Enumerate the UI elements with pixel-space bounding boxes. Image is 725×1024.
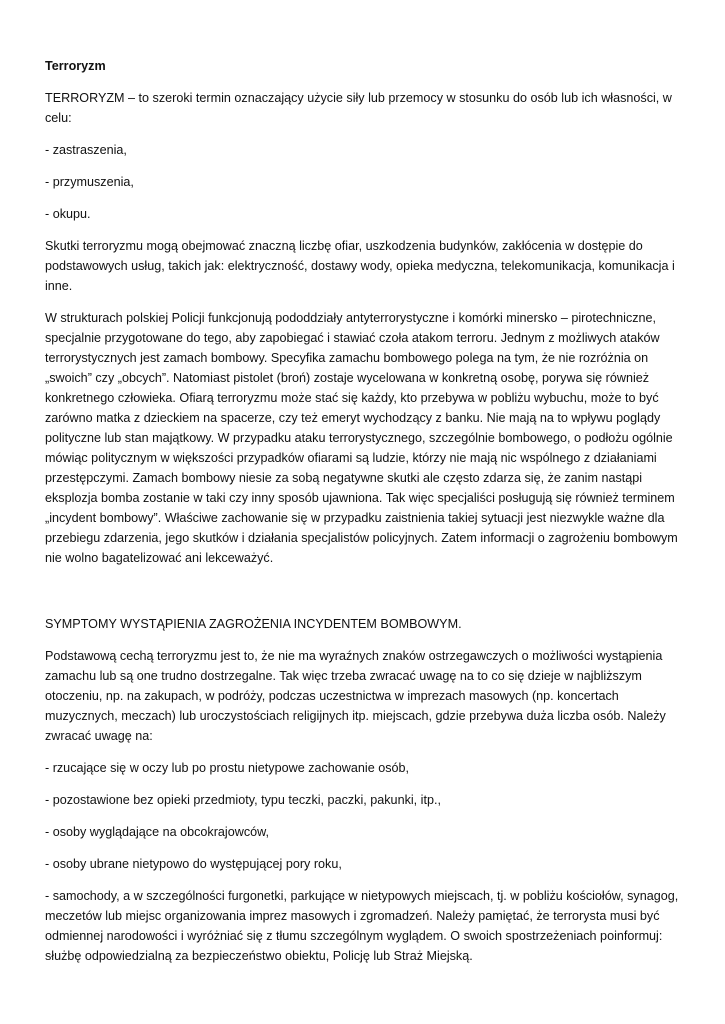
goal-item: - zastraszenia, xyxy=(45,143,127,157)
symptoms-intro-paragraph: Podstawową cechą terroryzmu jest to, że nie ma wyraźnych znaków ostrzegawczych o możliwości wystąpienia zamachu lub są one trudno dostrzegalne. Tak więc trzeba zwracać uwagę na to co się dzieje w najbliższym otoczeniu, np. na zakupach, w podróży, podczas uczestnictwa w imprezach masowych (np. koncertach muzycznych, meczach) lub uroczystościach religijnych itp. miejscach, gdzie przebywa duża liczba osób. Należy zwracać uwagę na: xyxy=(45,649,666,743)
symptom-item: - samochody, a w szczególności furgonetki, parkujące w nietypowych miejscach, tj. w pobliżu kościołów, synagog, meczetów lub miejsc organizowania imprez masowych i zgromadzeń. Należy pamiętać, że terrorysta musi być odmiennej narodowości i wyróżniać się z tłumu szczególnym wyglądem. O swoich spostrzeżeniach poinformuj: służbę odpowiedzialną za bezpieczeństwo obiektu, Policję lub Straż Miejską. xyxy=(45,889,679,963)
symptom-item: - rzucające się w oczy lub po prostu nietypowe zachowanie osób, xyxy=(45,761,410,775)
symptoms-heading: SYMPTOMY WYSTĄPIENIA ZAGROŻENIA INCYDENTEM BOMBOWYM. xyxy=(45,617,462,631)
goal-item: - okupu. xyxy=(45,207,91,221)
goal-item: - przymuszenia, xyxy=(45,175,134,189)
document-title: Terroryzm xyxy=(45,59,106,73)
definition-paragraph: TERRORYZM – to szeroki termin oznaczający użycie siły lub przemocy w stosunku do osób lub ich własności, w celu: xyxy=(45,91,672,125)
document-page xyxy=(45,56,685,966)
symptom-item: - pozostawione bez opieki przedmioty, typu teczki, paczki, pakunki, itp., xyxy=(45,793,441,807)
effects-paragraph: Skutki terroryzmu mogą obejmować znaczną liczbę ofiar, uszkodzenia budynków, zakłócenia w dostępie do podstawowych usług, takich jak: elektryczność, dostawy wody, opieka medyczna, telekomunikacja, komunikacja i inne. xyxy=(45,239,675,293)
symptom-item: - osoby wyglądające na obcokrajowców, xyxy=(45,825,270,839)
symptom-item: - osoby ubrane nietypowo do występującej pory roku, xyxy=(45,857,342,871)
police-paragraph: W strukturach polskiej Policji funkcjonują pododdziały antyterrorystyczne i komórki minersko – pirotechniczne, specjalnie przygotowane do tego, aby zapobiegać i stawiać czoła atakom terroru. Jednym z możliwych ataków terrorystycznych jest zamach bombowy. Specyfika zamachu bombowego polega na tym, że nie rozróżnia on „swoich” czy „obcych”. Natomiast pistolet (broń) zostaje wycelowana w konkretną osobę, porywa się również konkretnego człowieka. Ofiarą terroryzmu może stać się każdy, kto przebywa w pobliżu wybuchu, może to być zarówno matka z dzieckiem na spacerze, czy też emeryt wychodzący z banku. Nie mają na to wpływu poglądy polityczne lub stan majątkowy. W przypadku ataku terrorystycznego, szczególnie bombowego, o podłożu ogólnie mówiąc politycznym w większości przypadków ofiarami są ludzie, którzy nie mają nic wspólnego z działaniami przestępczymi. Zamach bombowy niesie za sobą negatywne skutki ale często zdarza się, że zanim nastąpi eksplozja bomba zostanie w taki czy inny sposób ujawniona. Tak więc specjaliści posługują się również terminem „incydent bombowy”. Właściwe zachowanie się w przypadku zaistnienia takiej sytuacji jest niezwykle ważne dla przebiegu zdarzenia, jego skutków i działania specjalistów policyjnych. Zatem informacji o zagrożeniu bombowym nie wolno bagatelizować ani lekceważyć. xyxy=(45,311,678,565)
